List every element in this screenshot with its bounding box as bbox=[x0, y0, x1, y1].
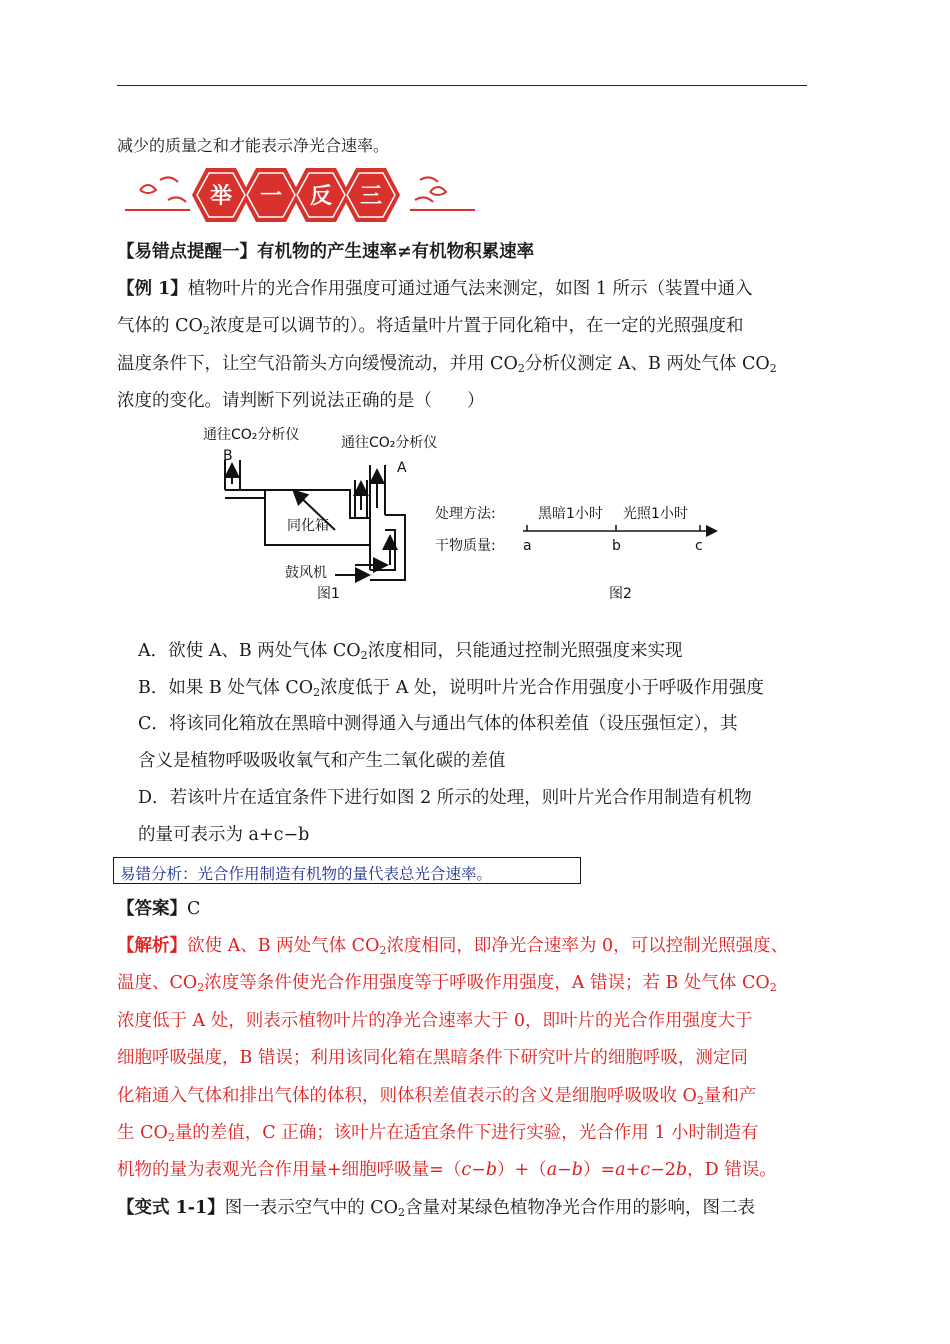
explanation-tag: 【解析】 bbox=[117, 936, 187, 956]
example-line-3: 温度条件下，让空气沿箭头方向缓慢流动，并用 $CO_2$分析仪测定 A、B 两处气体 $CO_2$ bbox=[117, 354, 777, 375]
fig2-c: c bbox=[695, 538, 703, 554]
analysis-note: 易错分析：光合作用制造有机物的量代表总光合速率。 bbox=[120, 865, 493, 883]
fig2-row2-label: 干物质量: bbox=[435, 538, 496, 554]
option-c-line-1: C．将该同化箱放在黑暗中测得通入与通出气体的体积差值（设压强恒定），其 bbox=[138, 714, 738, 734]
example-tag: 【例 1】 bbox=[117, 279, 188, 299]
fig1-blower: 鼓风机 bbox=[285, 565, 327, 581]
explanation-line-1: 【解析】欲使 A、B 两处气体 $CO_2$浓度相同，即净光合速率为 0，可以控制光照强度、 bbox=[117, 936, 789, 957]
fig2-light: 光照1小时 bbox=[623, 506, 688, 522]
fig2-dark: 黑暗1小时 bbox=[538, 506, 603, 522]
option-c-line-2: 含义是植物呼吸吸收氧气和产生二氧化碳的差值 bbox=[138, 751, 506, 771]
example-line-2: 气体的 $CO_2$浓度是可以调节的）。将适量叶片置于同化箱中，在一定的光照强度和 bbox=[117, 316, 744, 337]
banner-char-3: 反 bbox=[309, 184, 333, 209]
header-rule bbox=[117, 85, 807, 86]
fig2-b: b bbox=[612, 538, 621, 554]
example-line-1: 【例 1】植物叶片的光合作用强度可通过通气法来测定，如图 1 所示（装置中通入 bbox=[117, 279, 753, 299]
answer-value: C bbox=[187, 899, 201, 919]
fig2-a: a bbox=[523, 538, 532, 554]
fig1-caption: 图1 bbox=[317, 586, 340, 602]
option-b: B．如果 B 处气体 $CO_2$浓度低于 A 处，说明叶片光合作用强度小于呼吸作用强度 bbox=[138, 678, 764, 699]
figure-apparatus bbox=[195, 420, 735, 615]
answer-tag: 【答案】 bbox=[117, 899, 187, 919]
intro-line: 减少的质量之和才能表示净光合速率。 bbox=[117, 136, 390, 155]
option-d-line-1: D．若该叶片在适宜条件下进行如图 2 所示的处理，则叶片光合作用制造有机物 bbox=[138, 788, 752, 808]
banner-char-4: 三 bbox=[359, 184, 383, 209]
example-line-4: 浓度的变化。请判断下列说法正确的是（ ） bbox=[117, 391, 485, 411]
variant-line: 【变式 1-1】图一表示空气中的 $CO_2$含量对某绿色植物净光合作用的影响，图二表 bbox=[117, 1198, 756, 1219]
explanation-line-7: 机物的量为表观光合作用量+细胞呼吸量=（c−b）+（a−b）=a+c−2b，D 错误。 bbox=[117, 1160, 777, 1180]
answer-line bbox=[117, 901, 200, 919]
fig1-label-right: 通往CO₂分析仪 bbox=[341, 435, 438, 451]
banner-char-1: 举 bbox=[209, 184, 233, 209]
option-a: A．欲使 A、B 两处气体 $CO_2$浓度相同，只能通过控制光照强度来实现 bbox=[138, 641, 683, 662]
fig2-row1-label: 处理方法: bbox=[435, 506, 496, 522]
explanation-line-5: 化箱通入气体和排出气体的体积，则体积差值表示的含义是细胞呼吸吸收 $O_2$量和产 bbox=[117, 1086, 757, 1107]
explanation-line-3: 浓度低于 A 处，则表示植物叶片的净光合速率大于 0，即叶片的光合作用强度大于 bbox=[117, 1011, 753, 1031]
fig2-caption: 图2 bbox=[609, 586, 632, 602]
fig1-point-b: B bbox=[223, 448, 233, 464]
banner-char-2: 一 bbox=[259, 184, 283, 209]
fig1-label-left: 通往CO₂分析仪 bbox=[203, 427, 300, 443]
explanation-line-6: 生 $CO_2$量的差值，C 正确；该叶片在适宜条件下进行实验，光合作用 1 小时制造有 bbox=[117, 1123, 759, 1144]
fig1-box-label: 同化箱 bbox=[287, 518, 329, 534]
fig1-point-a: A bbox=[397, 460, 407, 476]
variant-tag: 【变式 1-1】 bbox=[117, 1198, 225, 1218]
explanation-line-2: 温度、$CO_2$浓度等条件使光合作用强度等于呼吸作用强度，A 错误；若 B 处气体 $CO_2$ bbox=[117, 973, 777, 994]
section-heading: 【易错点提醒一】有机物的产生速率≠有机物积累速率 bbox=[117, 242, 535, 262]
banner-juyifansan bbox=[120, 160, 480, 230]
option-d-line-2: 的量可表示为 a+c−b bbox=[138, 825, 310, 845]
explanation-line-4: 细胞呼吸强度，B 错误；利用该同化箱在黑暗条件下研究叶片的细胞呼吸，测定同 bbox=[117, 1048, 748, 1068]
